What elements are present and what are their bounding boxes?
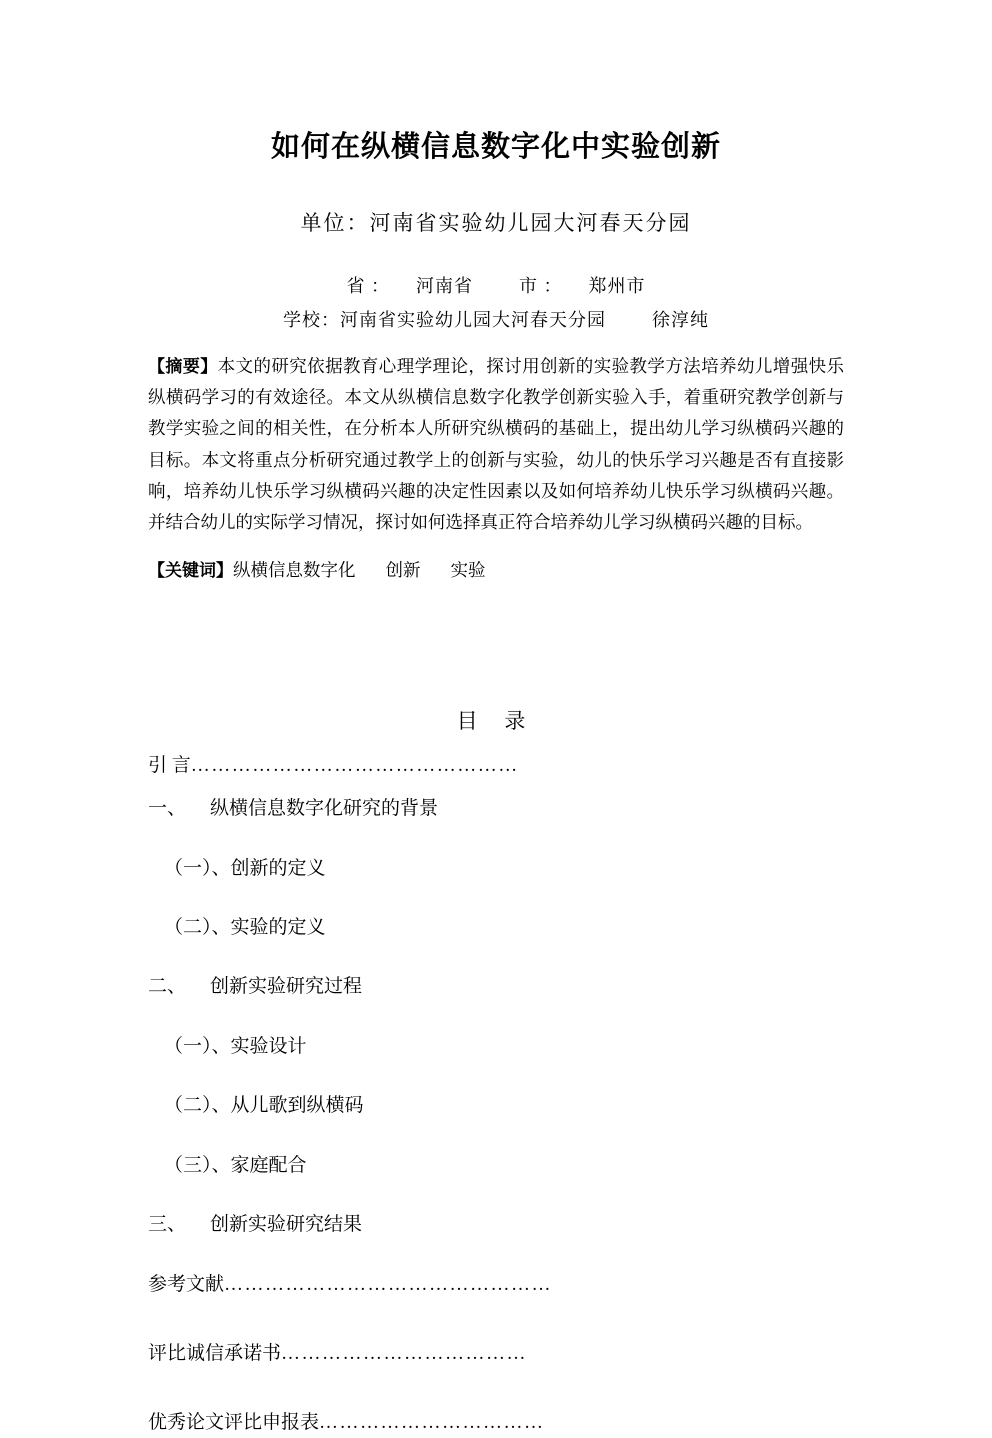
toc-entry-dots: ………………………………………… [224, 1273, 553, 1295]
toc-entry-text: 创新实验研究结果 [210, 1214, 363, 1236]
toc-heading: 目 录 [456, 708, 536, 733]
toc-entry-text: 优秀论文评比申报表 [148, 1412, 320, 1434]
toc-entry-text: 引 言 [148, 754, 191, 776]
province-value: 河南省 [416, 275, 473, 296]
keyword-2: 创新 [385, 560, 421, 581]
keyword-1: 纵横信息数字化 [233, 560, 356, 581]
toc-entry-text: 纵横信息数字化研究的背景 [210, 798, 439, 820]
abstract-paragraph [148, 351, 844, 538]
author-name: 徐淳纯 [652, 309, 709, 330]
unit-line: 单位：河南省实验幼儿园大河春天分园 [300, 210, 692, 235]
toc-entry-text: 参考文献 [148, 1273, 225, 1295]
toc-entry[interactable] [148, 751, 844, 780]
toc-entry-text: （一）、实验设计 [164, 1035, 307, 1057]
toc-entry-number: 二、 [148, 976, 187, 998]
abstract-text: 本文的研究依据教育心理学理论，探讨用创新的实验教学方法培养幼儿增强快乐纵横码学习的有效途径。本文从纵横信息数字化教学创新实验入手，着重研究教学创新与教学实验之间的相关性，在分析本人所研究纵横码的基础上，提出幼儿学习纵横码兴趣的目标。本文将重点分析研究通过教学上的创新与实验，幼儿的快乐学习兴趣是否有直接影响，培养幼儿快乐学习纵横码兴趣的决定性因素以及如何培养幼儿快乐学习纵横码兴趣。并结合幼儿的实际学习情况，探讨如何选择真正符合培养幼儿学习纵横码兴趣的目标。 [148, 355, 845, 532]
toc-entry[interactable] [148, 1210, 844, 1239]
toc-entry-number: 三、 [148, 1214, 187, 1236]
province-city-line [148, 269, 844, 303]
keywords-label: 【关键词】 [148, 561, 233, 582]
toc-entry[interactable] [148, 1270, 844, 1299]
province-label: 省 ： [346, 275, 390, 296]
keyword-3: 实验 [450, 560, 486, 581]
school-line [148, 303, 844, 337]
toc-entry-number: 一、 [148, 798, 187, 820]
school-label: 学校： [283, 309, 340, 330]
toc-entry[interactable] [148, 913, 844, 942]
page-title: 如何在纵横信息数字化中实验创新 [270, 129, 721, 163]
toc-entry-dots: …………………………… [319, 1412, 545, 1434]
toc-entry-text: （三）、家庭配合 [164, 1154, 307, 1176]
table-of-contents [148, 751, 844, 1438]
toc-entry-text: 创新实验研究过程 [210, 976, 363, 998]
toc-entry-text: （二）、实验的定义 [164, 916, 326, 938]
city-label: 市 ： [519, 275, 563, 296]
toc-entry-text: （二）、从儿歌到纵横码 [164, 1095, 364, 1117]
toc-entry-dots: ………………………………………… [190, 754, 519, 776]
toc-entry[interactable] [148, 1339, 844, 1368]
toc-entry[interactable] [148, 794, 844, 823]
toc-entry[interactable] [148, 1151, 844, 1180]
toc-entry-text: 评比诚信承诺书 [148, 1343, 282, 1365]
toc-entry[interactable] [148, 1091, 844, 1120]
toc-entry[interactable] [148, 1408, 844, 1437]
toc-entry[interactable] [148, 972, 844, 1001]
toc-entry-text: （一）、创新的定义 [164, 857, 326, 879]
toc-entry[interactable] [148, 1032, 844, 1061]
school-value: 河南省实验幼儿园大河春天分园 [340, 309, 606, 330]
keywords-paragraph [148, 555, 844, 586]
city-value: 郑州市 [588, 275, 646, 296]
toc-entry-dots: ……………………………… [281, 1343, 528, 1365]
abstract-label: 【摘要】 [148, 356, 218, 377]
toc-entry[interactable] [148, 854, 844, 883]
author-meta [148, 269, 844, 337]
